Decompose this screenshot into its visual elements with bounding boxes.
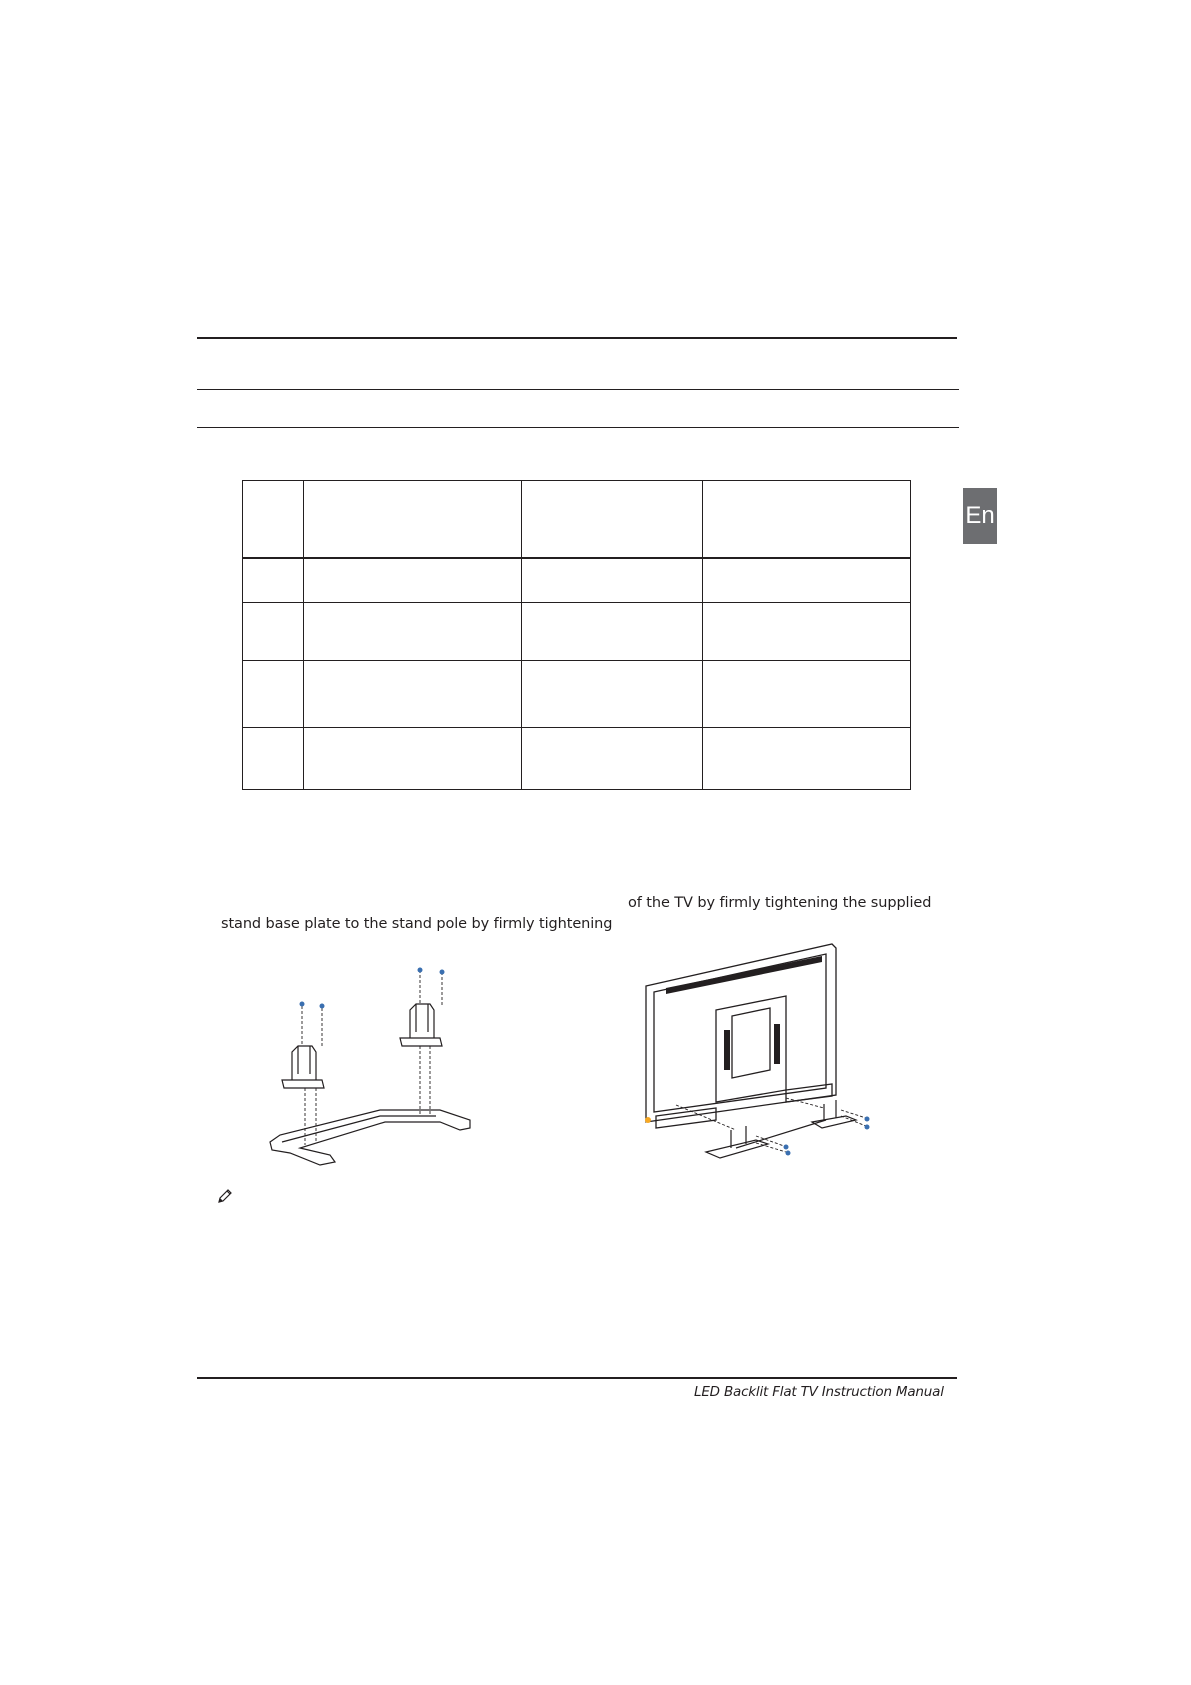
tv-stand-attachment-illustration	[636, 940, 896, 1180]
specification-table	[242, 480, 911, 790]
table-cell	[703, 661, 911, 728]
table-cell	[522, 603, 703, 661]
table-cell	[304, 558, 522, 603]
stand-base-assembly-illustration	[260, 970, 500, 1170]
table-cell	[304, 603, 522, 661]
table-cell	[703, 558, 911, 603]
table-row	[243, 661, 911, 728]
header-bottom-rule	[197, 427, 959, 428]
table-cell	[703, 603, 911, 661]
table-row	[243, 728, 911, 790]
footer-rule	[197, 1377, 957, 1379]
table-cell	[304, 728, 522, 790]
table-cell	[243, 481, 304, 558]
header-middle-rule	[197, 389, 959, 390]
language-tab	[963, 488, 997, 544]
table-row	[243, 558, 911, 603]
table-cell	[703, 481, 911, 558]
table-cell	[522, 481, 703, 558]
table-cell	[243, 558, 304, 603]
table-cell	[243, 728, 304, 790]
table-cell	[522, 728, 703, 790]
table-cell	[703, 728, 911, 790]
table-row	[243, 603, 911, 661]
header-top-rule	[197, 337, 957, 339]
table-cell	[304, 661, 522, 728]
stand-assembly-instruction-right: of the TV by firmly tightening the supplied	[628, 895, 932, 911]
language-tab-label: En	[965, 502, 995, 529]
pencil-note-icon	[216, 1187, 234, 1205]
table-cell	[522, 558, 703, 603]
table-cell	[304, 481, 522, 558]
table-cell	[243, 603, 304, 661]
table-cell	[243, 661, 304, 728]
manual-title: LED Backlit Flat TV Instruction Manual	[694, 1384, 944, 1400]
table-header-row	[243, 481, 911, 558]
stand-assembly-instruction-left: stand base plate to the stand pole by firmly tightening	[221, 916, 613, 932]
table-cell	[522, 661, 703, 728]
